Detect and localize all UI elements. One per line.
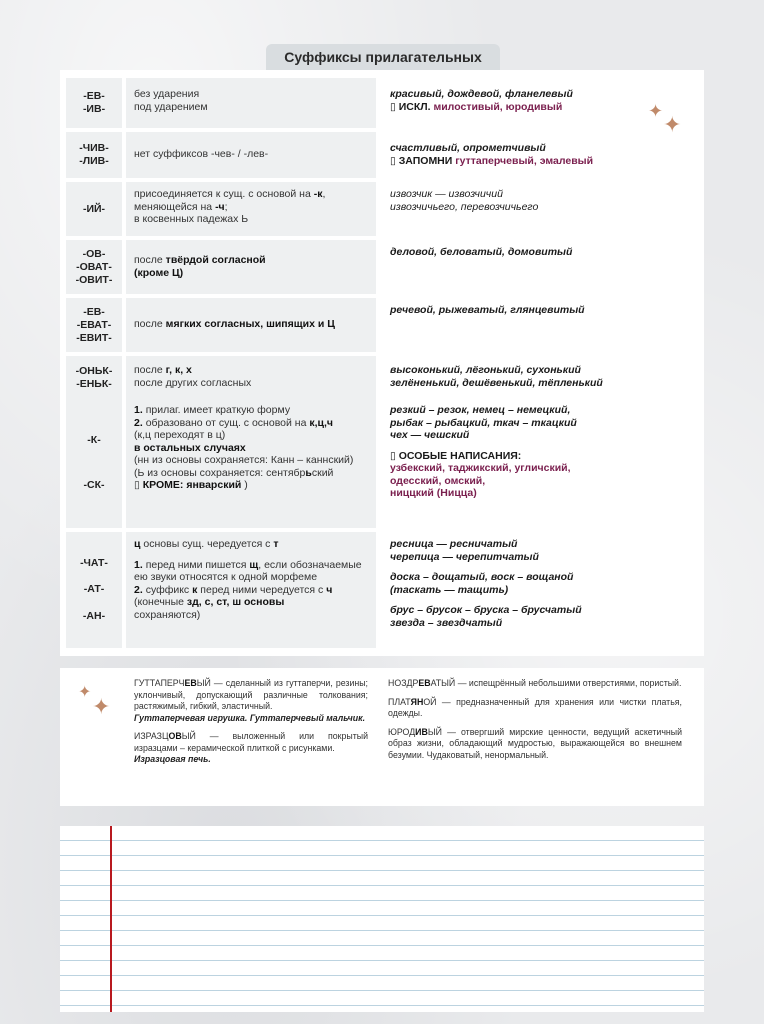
glossary-entry: ЮРОДИВЫЙ — отвергший мирские ценности, ведущий аскетичный образ жизни, обладающий мудростью, выражающейся во внешнем безумии. Чудаковатый, ненормальный.	[388, 726, 682, 760]
sparkle-icon: ✦	[92, 694, 111, 719]
glossary-right	[388, 678, 682, 768]
rule-cell: после г, к, х после других согласных	[126, 356, 376, 400]
sparkle-icon: ✦	[663, 112, 682, 137]
table-row	[66, 298, 698, 352]
suffix-cell: -К- -СК-	[66, 398, 122, 528]
rule-cell: 1. прилаг. имеет краткую форму 2. образовано от сущ. с основой на к,ц,ч (к,ц переходят в ц) в остальных случаях (нн из основы сохраняется: Канн – каннский) (Ь из основы сохраняется: сентябрьский ▯ КРОМЕ: январский )	[126, 398, 376, 528]
table-row	[66, 356, 698, 400]
bullet-icon: ▯	[390, 154, 399, 167]
glossary-entry: ГУТТАПЕРЧЕВЫЙ — сделанный из гуттаперчи, резины; уклончивый, допускающий различные толкования; растяжимый, гибкий, эластичный. Гуттаперчевая игрушка. Гуттаперчевый мальчик.	[134, 678, 368, 723]
suffix-cell: -ОНЬК- -ЕНЬК-	[66, 356, 122, 400]
table-row	[66, 132, 698, 178]
example-cell: резкий – резок, немец – немецкий, рыбак – рыбацкий, ткач – ткацкий чех — чешский ▯ ОСОБЫЕ НАПИСАНИЯ: узбекский, таджикский, угличский, одесский, омский, ниццкий (Ницца)	[390, 404, 577, 499]
rule-cell: нет суффиксов -чев- / -лев-	[126, 132, 376, 178]
table-row	[66, 240, 698, 294]
page-title: Суффиксы прилагательных	[266, 44, 500, 71]
example-cell: речевой, рыжеватый, глянцевитый	[390, 304, 585, 316]
suffix-cell: -ОВ- -ОВАТ- -ОВИТ-	[66, 240, 122, 294]
bullet-icon: ▯	[390, 449, 399, 462]
table-row	[66, 532, 698, 648]
glossary-panel	[60, 668, 704, 806]
example-cell: деловой, беловатый, домовитый	[390, 246, 573, 258]
table-row	[66, 182, 698, 236]
glossary-entry: ИЗРАЗЦОВЫЙ — выложенный или покрытый изразцами – керамической плиткой с рисунками. Изразцовая печь.	[134, 731, 368, 764]
sparkle-icon: ✦	[648, 101, 664, 121]
rule-cell: присоединяется к сущ. с основой на -к, меняющейся на -ч; в косвенных падежах Ь	[126, 182, 376, 236]
margin-line	[110, 826, 112, 1012]
suffix-cell: -ЕВ- -ЕВАТ- -ЕВИТ-	[66, 298, 122, 352]
bullet-icon: ▯	[134, 479, 143, 491]
lined-notes-area	[60, 826, 704, 1012]
example-cell: извозчик — извозчичий извозчичьего, перевозчичьего	[390, 188, 539, 213]
bullet-icon: ▯	[390, 100, 399, 113]
rule-cell: ц основы сущ. чередуется с т 1. перед ними пишется щ, если обозначаемые ею звуки относятся к одной морфеме 2. суффикс к перед ними чередуется с ч (конечные зд, с, ст, ш основы сохраняются)	[126, 532, 376, 648]
suffix-table	[60, 70, 704, 656]
rule-cell: без ударения под ударением	[126, 78, 376, 128]
table-row	[66, 78, 698, 128]
example-cell: счастливый, опрометчивый ▯ ЗАПОМНИ гуттаперчевый, эмалевый	[390, 142, 594, 167]
suffix-cell: -ЧАТ- -АТ- -АН-	[66, 532, 122, 648]
glossary-entry: ПЛАТЯНОЙ — предназначенный для хранения или чистки платья, одежды.	[388, 696, 682, 718]
rule-cell: после твёрдой согласной (кроме Ц)	[126, 240, 376, 294]
suffix-cell: -ЧИВ- -ЛИВ-	[66, 132, 122, 178]
rule-cell: после мягких согласных, шипящих и Ц	[126, 298, 376, 352]
glossary-entry: НОЗДРЕВАТЫЙ — испещрённый небольшими отверстиями, пористый.	[388, 678, 682, 688]
glossary-left	[134, 678, 368, 773]
example-cell: ресница — ресничатый черепица — черепитчатый доска – дощатый, воск – вощаной (таскать — тащить) брус – брусок – бруска – брусчатый звезда – звездчатый	[390, 538, 582, 629]
example-cell: высоконький, лёгонький, сухонький зелёненький, дешёвенький, тёпленький	[390, 364, 603, 389]
suffix-cell: -ИЙ-	[66, 182, 122, 236]
suffix-cell: -ЕВ- -ИВ-	[66, 78, 122, 128]
sparkle-icon: ✦	[78, 684, 92, 701]
example-cell: красивый, дождевой, фланелевый ▯ ИСКЛ. милостивый, юродивый	[390, 88, 573, 113]
table-row	[66, 398, 698, 528]
